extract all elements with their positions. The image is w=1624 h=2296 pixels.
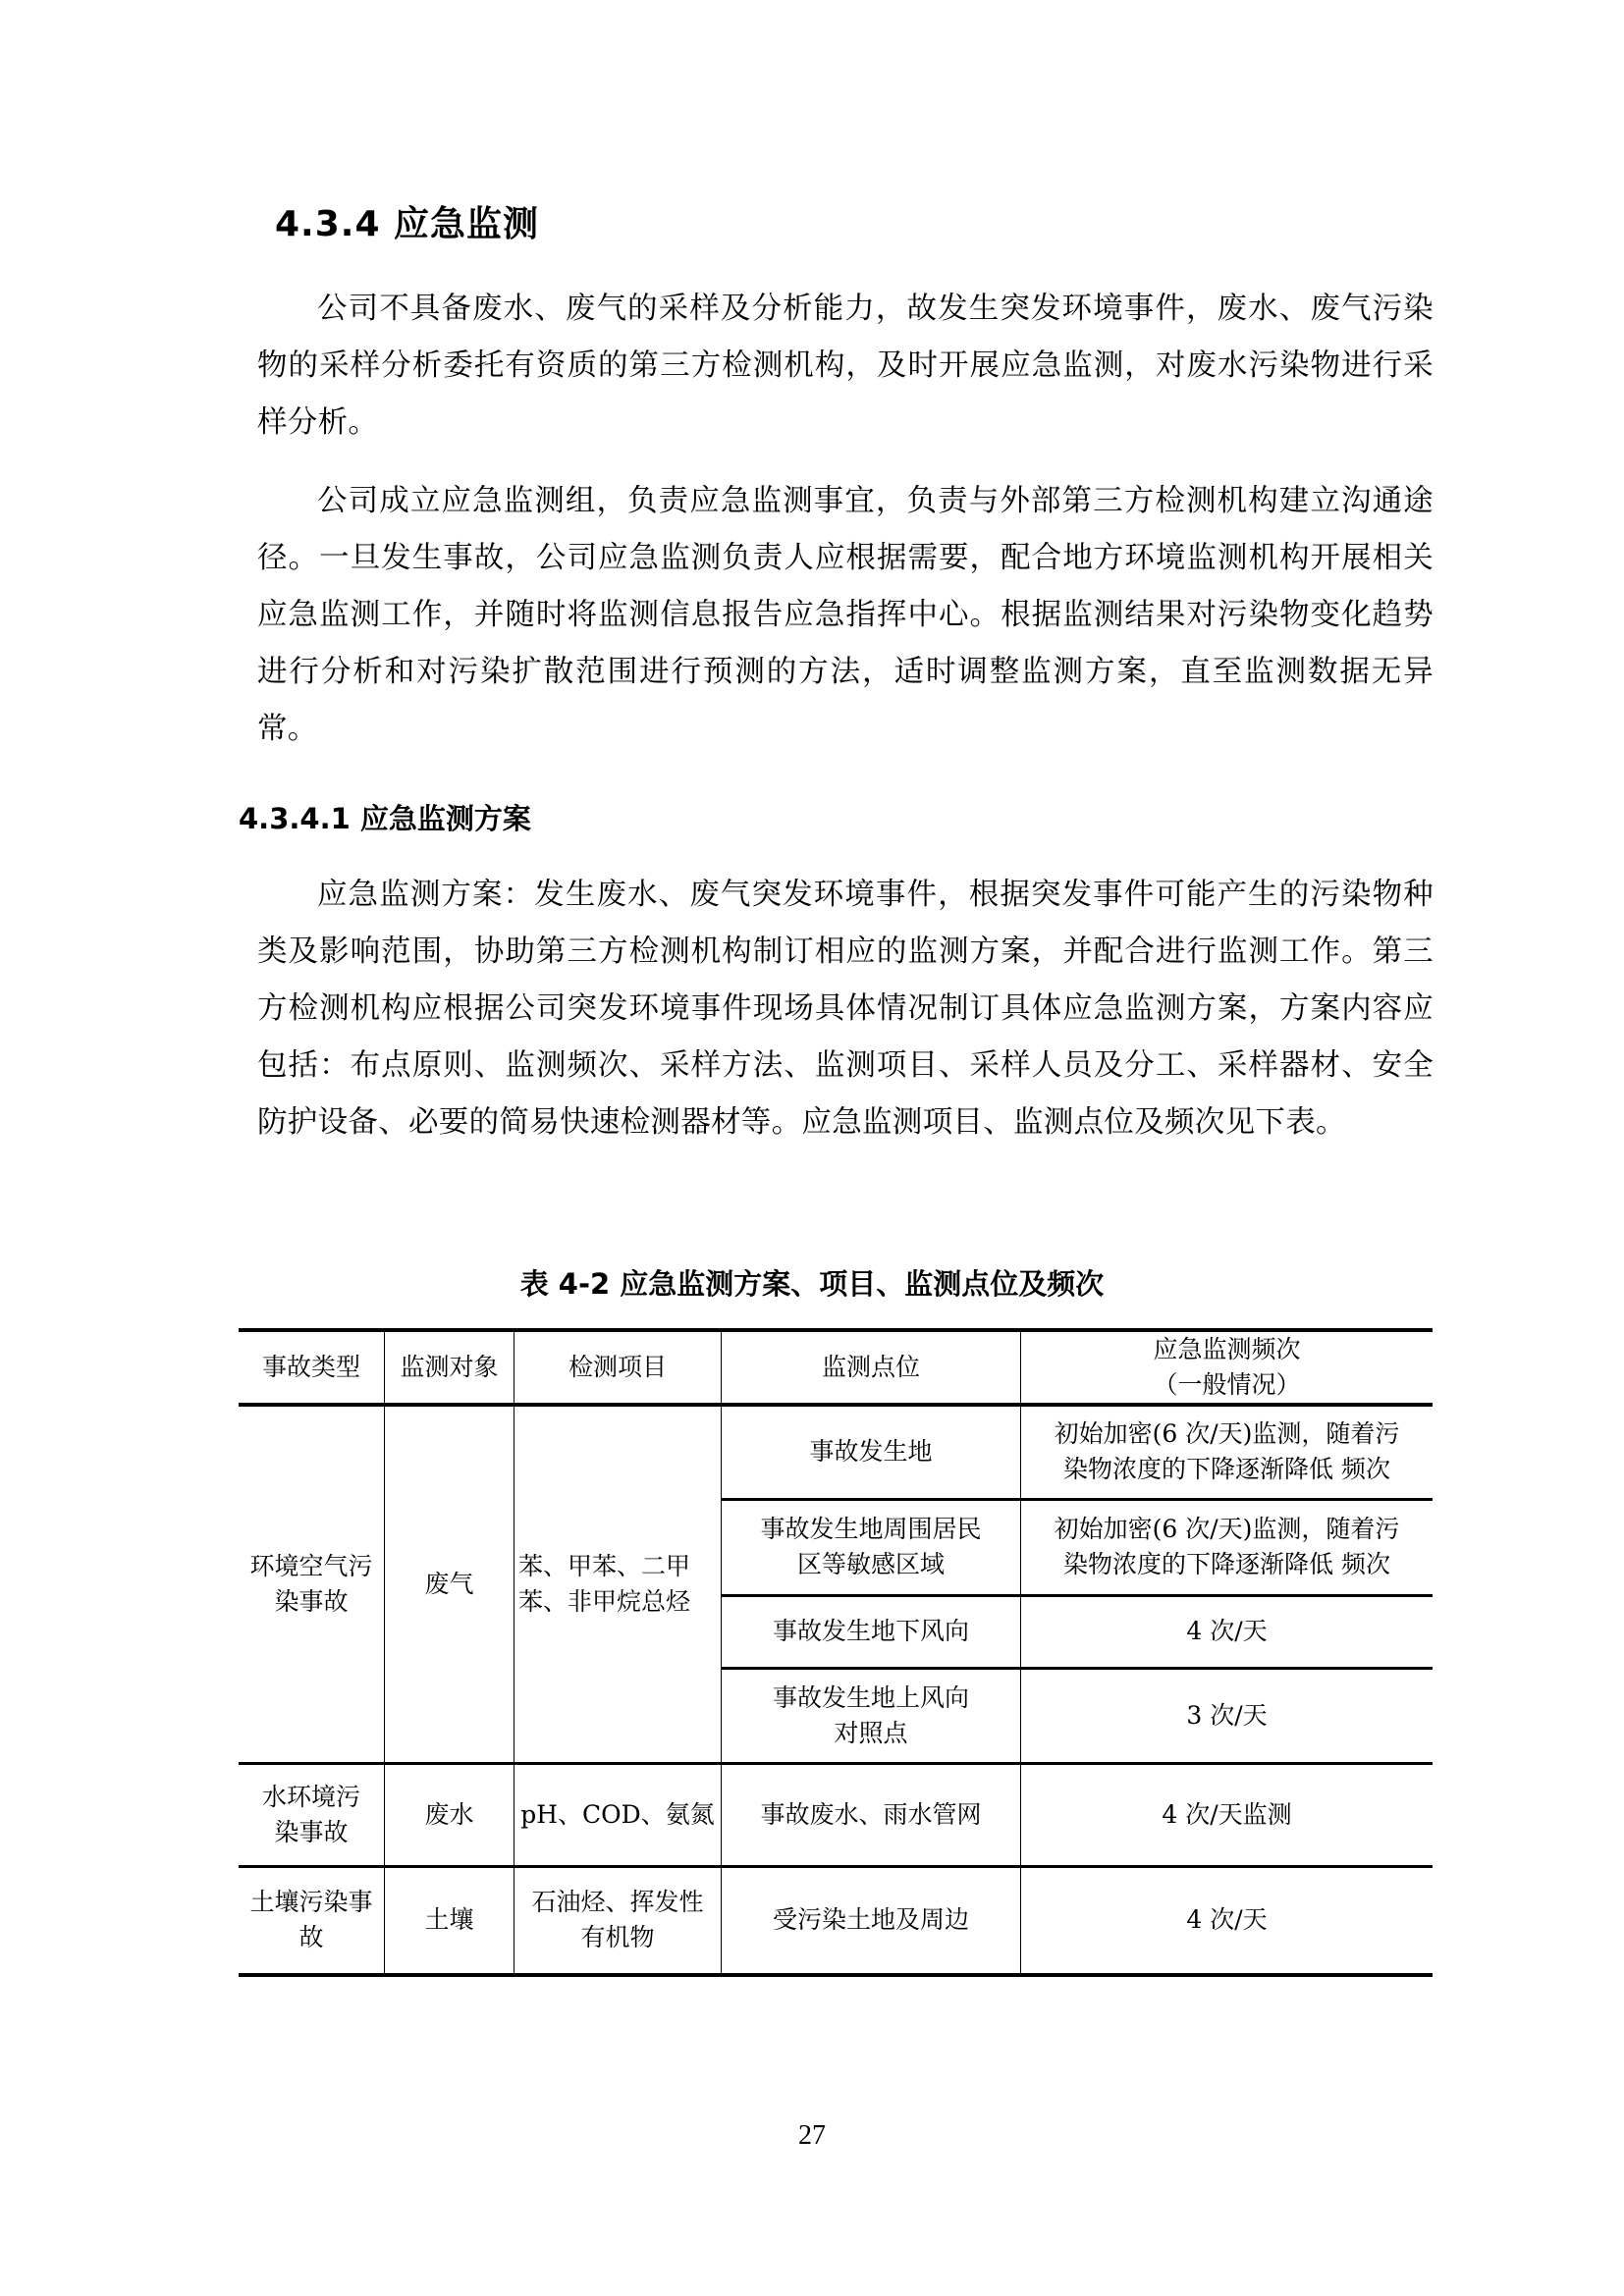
cell-test-items: 石油烃、挥发性有机物	[514, 1866, 722, 1975]
cell-incident-type: 水环境污染事故	[239, 1763, 385, 1866]
header-frequency-line1: 应急监测频次	[1153, 1335, 1301, 1363]
cell-monitoring-point: 事故发生地周围居民区等敏感区域	[722, 1499, 1021, 1595]
cell-test-items: 苯、甲苯、二甲苯、非甲烷总烃	[514, 1405, 722, 1763]
cell-frequency: 初始加密(6 次/天)监测，随着污染物浓度的下降逐渐降低 频次	[1021, 1499, 1434, 1595]
header-monitored-object: 监测对象	[385, 1330, 514, 1405]
cell-frequency: 初始加密(6 次/天)监测，随着污染物浓度的下降逐渐降低 频次	[1021, 1405, 1434, 1499]
cell-monitoring-point: 事故发生地	[722, 1405, 1021, 1499]
header-frequency	[1021, 1330, 1434, 1405]
cell-monitored-object: 土壤	[385, 1866, 514, 1975]
cell-monitored-object: 废水	[385, 1763, 514, 1866]
table-row	[239, 1405, 1433, 1499]
table-row	[239, 1866, 1433, 1975]
subsection-heading: 4.3.4.1 应急监测方案	[239, 802, 531, 835]
cell-monitoring-point: 事故发生地下风向	[722, 1595, 1021, 1668]
cell-incident-type: 环境空气污染事故	[239, 1405, 385, 1763]
cell-frequency: 3 次/天	[1021, 1668, 1434, 1763]
cell-monitored-object: 废气	[385, 1405, 514, 1763]
header-incident-type: 事故类型	[239, 1330, 385, 1405]
cell-frequency: 4 次/天	[1021, 1866, 1434, 1975]
cell-incident-type: 土壤污染事故	[239, 1866, 385, 1975]
paragraph-monitoring-group: 公司成立应急监测组，负责应急监测事宜，负责与外部第三方检测机构建立沟通途径。一旦发生事故，公司应急监测负责人应根据需要，配合地方环境监测机构开展相关应急监测工作，并随时将监测信息报告应急指挥中心。根据监测结果对污染物变化趋势进行分析和对污染扩散范围进行预测的方法，适时调整监测方案，直至监测数据无异常。	[257, 484, 1434, 746]
cell-frequency: 4 次/天	[1021, 1595, 1434, 1668]
monitoring-table	[239, 1328, 1433, 1977]
section-heading: 4.3.4 应急监测	[275, 204, 540, 244]
table-caption: 表 4-2 应急监测方案、项目、监测点位及频次	[519, 1267, 1105, 1301]
header-frequency-line2: （一般情况）	[1153, 1370, 1301, 1399]
cell-monitoring-point: 事故发生地上风向对照点	[722, 1668, 1021, 1763]
paragraph-outsourcing: 公司不具备废水、废气的采样及分析能力，故发生突发环境事件，废水、废气污染物的采样分析委托有资质的第三方检测机构，及时开展应急监测，对废水污染物进行采样分析。	[257, 292, 1434, 440]
table-header-row	[239, 1330, 1433, 1405]
header-test-items: 检测项目	[514, 1330, 722, 1405]
page-number: 27	[798, 2120, 826, 2151]
cell-test-items: pH、COD、氨氮	[514, 1763, 722, 1866]
cell-monitoring-point: 事故废水、雨水管网	[722, 1763, 1021, 1866]
header-monitoring-point: 监测点位	[722, 1330, 1021, 1405]
cell-monitoring-point: 受污染土地及周边	[722, 1866, 1021, 1975]
table-row	[239, 1763, 1433, 1866]
cell-frequency: 4 次/天监测	[1021, 1763, 1434, 1866]
paragraph-monitoring-plan: 应急监测方案：发生废水、废气突发环境事件，根据突发事件可能产生的污染物种类及影响范围，协助第三方检测机构制订相应的监测方案，并配合进行监测工作。第三方检测机构应根据公司突发环境事件现场具体情况制订具体应急监测方案，方案内容应包括：布点原则、监测频次、采样方法、监测项目、采样人员及分工、采样器材、安全防护设备、必要的简易快速检测器材等。应急监测项目、监测点位及频次见下表。	[257, 878, 1434, 1140]
